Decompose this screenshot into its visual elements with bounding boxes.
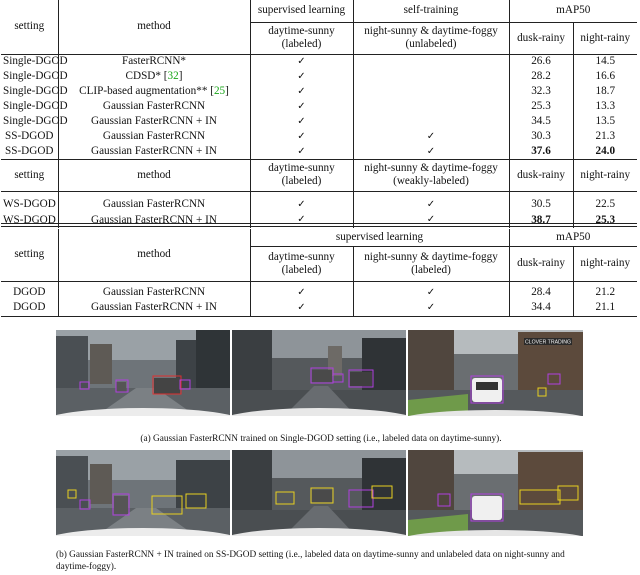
figure-caption-b: (b) Gaussian FasterRCNN + IN trained on SS-DGOD setting (i.e., labeled data on daytime-sunny and unlabeled data on night-sunny and daytime-foggy). bbox=[56, 550, 565, 573]
checkmark-icon: ✓ bbox=[353, 197, 509, 212]
table-row bbox=[1, 54, 637, 69]
results-table-1 bbox=[1, 0, 637, 228]
cell-setting: Single-DGOD bbox=[3, 115, 68, 128]
t2-header-method: method bbox=[58, 229, 250, 281]
checkmark-icon: ✓ bbox=[250, 54, 353, 69]
cell-dusk: 34.5 bbox=[509, 114, 573, 129]
t2-header-sup1-line1: daytime-sunny bbox=[268, 250, 335, 263]
cell-dusk: 30.3 bbox=[509, 129, 573, 144]
table-row bbox=[1, 144, 637, 159]
checkmark-icon: ✓ bbox=[250, 197, 353, 212]
cell-self bbox=[353, 69, 509, 84]
ws-header-sup bbox=[250, 159, 353, 191]
t2-header-sup2-line1: night-sunny & daytime-foggy bbox=[364, 250, 498, 263]
cell-dusk: 37.6 bbox=[509, 144, 573, 159]
cell-dusk: 34.4 bbox=[509, 300, 573, 316]
method-tail: ] bbox=[178, 70, 183, 83]
checkmark-icon: ✓ bbox=[250, 99, 353, 114]
cell-dusk: 30.5 bbox=[509, 197, 573, 212]
header-dusk-rainy: dusk-rainy bbox=[509, 22, 573, 54]
checkmark-icon: ✓ bbox=[250, 144, 353, 159]
cell-dusk: 25.3 bbox=[509, 99, 573, 114]
cell-setting: DGOD bbox=[1, 300, 58, 316]
detection-image bbox=[232, 450, 406, 536]
method-text: Gaussian FasterRCNN + IN bbox=[91, 144, 217, 157]
header-sup-sub bbox=[250, 22, 353, 54]
cell-night: 14.5 bbox=[595, 55, 616, 68]
checkmark-icon: ✓ bbox=[353, 300, 509, 316]
method-text: CDSD* [ bbox=[125, 70, 168, 83]
cell-method bbox=[58, 144, 250, 159]
cell-method: Gaussian FasterRCNN + IN bbox=[58, 300, 250, 316]
ws-header-night: night-rainy bbox=[573, 159, 637, 191]
figure-row-b bbox=[56, 450, 583, 536]
cell-self bbox=[353, 114, 509, 129]
table-row bbox=[1, 129, 637, 144]
method-text: Gaussian FasterRCNN bbox=[102, 100, 206, 113]
table-row bbox=[1, 300, 637, 316]
table-row bbox=[1, 84, 637, 99]
cell-dusk: 28.4 bbox=[509, 285, 573, 300]
table-row bbox=[1, 69, 637, 84]
method-text: CLIP-based augmentation** [ bbox=[79, 85, 214, 98]
cell-dusk: 38.7 bbox=[509, 212, 573, 228]
figure-caption-a: (a) Gaussian FasterRCNN trained on Single-DGOD setting (i.e., labeled data on daytime-sunny). bbox=[140, 434, 502, 444]
t2-header-setting: setting bbox=[1, 229, 58, 281]
checkmark-icon: ✓ bbox=[250, 69, 353, 84]
cell-night: 21.3 bbox=[595, 130, 616, 143]
cell-method bbox=[58, 114, 250, 129]
cell-setting: Single-DGOD bbox=[3, 70, 68, 83]
cell-setting: WS-DGOD bbox=[1, 197, 58, 212]
ws-header-self bbox=[353, 159, 509, 191]
ws-header-sup-line2: (labeled) bbox=[281, 175, 322, 187]
cell-night: 21.1 bbox=[573, 300, 637, 316]
detection-image bbox=[232, 330, 406, 416]
header-self-sub-line1: night-sunny & daytime-foggy bbox=[364, 25, 498, 38]
header-method: method bbox=[58, 0, 250, 54]
cell-night: 21.2 bbox=[595, 286, 616, 299]
t2-header-sup1-line2: (labeled) bbox=[281, 263, 322, 276]
cell-dusk: 28.2 bbox=[509, 69, 573, 84]
checkmark-icon: ✓ bbox=[250, 129, 353, 144]
t2-header-sup1 bbox=[250, 246, 353, 281]
header-night-rainy: night-rainy bbox=[573, 22, 637, 54]
cell-setting: SS-DGOD bbox=[1, 129, 58, 144]
t2-header-dusk: dusk-rainy bbox=[509, 246, 573, 281]
header-sup-sub-line1: daytime-sunny bbox=[268, 25, 335, 38]
cell-method bbox=[58, 99, 250, 114]
header-self-sub bbox=[353, 22, 509, 54]
table-row bbox=[1, 197, 637, 212]
header-setting: setting bbox=[1, 0, 58, 54]
checkmark-icon: ✓ bbox=[250, 212, 353, 228]
header-sup-sub-line2: (labeled) bbox=[281, 38, 322, 50]
citation-link[interactable]: 32 bbox=[167, 70, 179, 83]
checkmark-icon: ✓ bbox=[250, 114, 353, 129]
ws-header-self-line1: night-sunny & daytime-foggy bbox=[364, 162, 498, 175]
t2-header-sup2-line2: (labeled) bbox=[411, 263, 451, 276]
method-tail: ] bbox=[225, 85, 229, 98]
cell-self bbox=[353, 54, 509, 69]
cell-method: Gaussian FasterRCNN + IN bbox=[58, 212, 250, 228]
ws-header-dusk: dusk-rainy bbox=[509, 159, 573, 191]
header-self-sub-line2: (unlabeled) bbox=[405, 38, 457, 50]
results-table-2 bbox=[1, 229, 637, 317]
detection-image bbox=[56, 330, 230, 416]
citation-link[interactable]: 25 bbox=[213, 85, 226, 98]
ws-header-sup-line1: daytime-sunny bbox=[268, 162, 335, 175]
cell-method bbox=[58, 54, 250, 69]
cell-setting: Single-DGOD bbox=[3, 55, 68, 68]
table-row bbox=[1, 114, 637, 129]
t2-header-supervised: supervised learning bbox=[250, 229, 509, 246]
table-row bbox=[1, 99, 637, 114]
checkmark-icon: ✓ bbox=[353, 144, 509, 159]
t2-header-sup2 bbox=[353, 246, 509, 281]
cell-night: 25.3 bbox=[595, 213, 616, 226]
cell-night: 18.7 bbox=[595, 85, 616, 98]
cell-setting: WS-DGOD bbox=[1, 212, 58, 228]
cell-method bbox=[58, 84, 250, 99]
cell-method: Gaussian FasterRCNN bbox=[58, 285, 250, 300]
cell-method bbox=[58, 69, 250, 84]
detection-image bbox=[56, 450, 230, 536]
checkmark-icon: ✓ bbox=[250, 84, 353, 99]
cell-setting: Single-DGOD bbox=[3, 85, 68, 98]
ws-header-self-line2: (weakly-labeled) bbox=[393, 175, 469, 187]
cell-dusk: 32.3 bbox=[509, 84, 573, 99]
cell-setting: DGOD bbox=[1, 285, 58, 300]
cell-night: 13.3 bbox=[595, 100, 616, 113]
figure-row-a bbox=[56, 330, 583, 416]
method-text: FasterRCNN* bbox=[121, 55, 187, 68]
header-map50: mAP50 bbox=[509, 0, 637, 22]
cell-night: 24.0 bbox=[595, 144, 616, 157]
cell-night: 16.6 bbox=[595, 70, 616, 83]
cell-night: 13.5 bbox=[595, 115, 616, 128]
cell-night: 22.5 bbox=[595, 198, 616, 211]
method-text: Gaussian FasterRCNN bbox=[102, 130, 206, 143]
checkmark-icon: ✓ bbox=[250, 300, 353, 316]
checkmark-icon: ✓ bbox=[353, 129, 509, 144]
table-row bbox=[1, 285, 637, 300]
header-self-training: self-training bbox=[353, 0, 509, 22]
cell-method bbox=[58, 129, 250, 144]
cell-method: Gaussian FasterRCNN bbox=[58, 197, 250, 212]
t2-header-night: night-rainy bbox=[573, 246, 637, 281]
t2-header-map50: mAP50 bbox=[509, 229, 637, 246]
cell-self bbox=[353, 84, 509, 99]
ws-header-setting: setting bbox=[1, 159, 58, 191]
double-rule-top bbox=[1, 223, 637, 224]
method-text: Gaussian FasterRCNN + IN bbox=[91, 115, 217, 128]
ws-header-method: method bbox=[58, 159, 250, 191]
cell-self bbox=[353, 99, 509, 114]
cell-dusk: 26.6 bbox=[509, 54, 573, 69]
checkmark-icon: ✓ bbox=[353, 285, 509, 300]
detection-image bbox=[408, 330, 583, 416]
cell-setting: Single-DGOD bbox=[3, 100, 68, 113]
checkmark-icon: ✓ bbox=[250, 285, 353, 300]
shop-sign: CLOVER TRADING bbox=[524, 339, 572, 346]
detection-image bbox=[408, 450, 583, 536]
checkmark-icon: ✓ bbox=[353, 212, 509, 228]
cell-setting: SS-DGOD bbox=[1, 144, 58, 159]
header-supervised-learning: supervised learning bbox=[250, 0, 353, 22]
double-rule-bottom bbox=[1, 226, 637, 227]
